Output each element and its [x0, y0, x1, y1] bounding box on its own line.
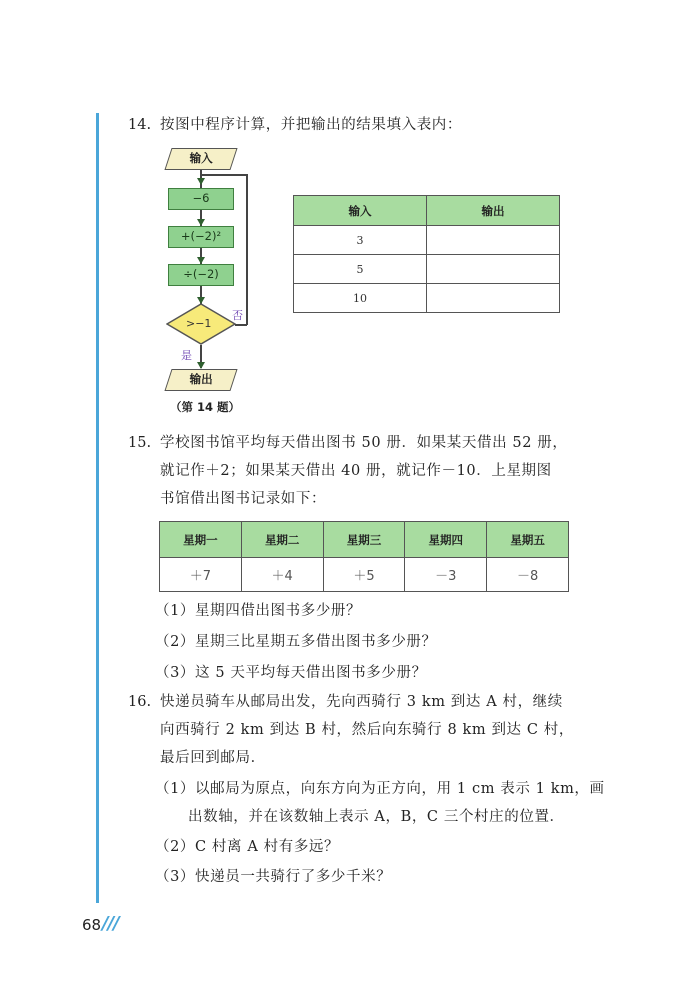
- q14-text: 按图中程序计算，并把输出的结果填入表内：: [160, 117, 462, 133]
- q15-line: 学校图书馆平均每天借出图书 50 册．如果某天借出 52 册，: [160, 435, 568, 451]
- q15-number: 15.: [128, 435, 152, 451]
- flow-output: 输出: [164, 369, 237, 391]
- q15-sub: （1）星期四借出图书多少册？: [155, 603, 362, 619]
- q16-line: 最后回到邮局．: [160, 750, 266, 766]
- flow-step-divide: ÷(−2): [168, 264, 234, 286]
- table-row: [294, 226, 560, 255]
- q16-sub: （2）C 村离 A 村有多远？: [155, 839, 340, 855]
- page-number: 68: [82, 916, 102, 934]
- table-cell: 10: [294, 284, 427, 313]
- q15-sub: （3）这 5 天平均每天借出图书多少册？: [155, 665, 427, 681]
- table-header: 星期四: [405, 522, 487, 558]
- q16-sub: （1）以邮局为原点，向东方向为正方向，用 1 cm 表示 1 km，画: [155, 781, 605, 797]
- arrow-down-icon: [197, 362, 205, 369]
- table-header: 输出: [427, 196, 560, 226]
- table-header: 星期二: [241, 522, 323, 558]
- flow-step-add-square: +(−2)²: [168, 226, 234, 248]
- loop-line: [200, 174, 247, 176]
- table-cell: －3: [405, 558, 487, 592]
- table-row: [294, 284, 560, 313]
- table-row: [160, 558, 569, 592]
- table-cell: －8: [487, 558, 569, 592]
- table-header: 星期五: [487, 522, 569, 558]
- table-row: [294, 255, 560, 284]
- figure-caption: （第 14 题）: [170, 400, 241, 414]
- table-header: 输入: [294, 196, 427, 226]
- q16-number: 16.: [128, 694, 152, 710]
- answer-cell: [427, 284, 560, 313]
- flow-input: 输入: [164, 148, 237, 170]
- table-header: 星期三: [323, 522, 405, 558]
- table-cell: ＋7: [160, 558, 242, 592]
- q16-sub: （3）快递员一共骑行了多少千米？: [155, 869, 392, 885]
- q15-line: 就记作＋2；如果某天借出 40 册，就记作－10．上星期图: [160, 463, 552, 479]
- q14-number: 14.: [128, 117, 152, 133]
- answer-cell: [427, 255, 560, 284]
- table-cell: ＋5: [323, 558, 405, 592]
- q16-sub: 出数轴，并在该数轴上表示 A，B，C 三个村庄的位置．: [188, 809, 565, 825]
- arrow-down-icon: [197, 219, 205, 226]
- q16-line: 快递员骑车从邮局出发，先向西骑行 3 km 到达 A 村，继续: [160, 694, 563, 710]
- q15-line: 书馆借出图书记录如下：: [160, 491, 327, 507]
- table-cell: ＋4: [241, 558, 323, 592]
- table-header: 星期一: [160, 522, 242, 558]
- label-yes: 是: [181, 349, 192, 362]
- arrow-down-icon: [197, 178, 205, 185]
- loop-line: [246, 174, 248, 325]
- q15-table: [159, 521, 569, 592]
- decision-condition: >−1: [186, 317, 212, 330]
- q15-sub: （2）星期三比星期五多借出图书多少册？: [155, 634, 437, 650]
- label-no: 否: [232, 309, 243, 322]
- q16-line: 向西骑行 2 km 到达 B 村，然后向东骑行 8 km 到达 C 村，: [160, 722, 574, 738]
- arrow-down-icon: [197, 257, 205, 264]
- answer-cell: [427, 226, 560, 255]
- table-cell: 3: [294, 226, 427, 255]
- flow-step-subtract: −6: [168, 188, 234, 210]
- margin-bar: [96, 113, 99, 903]
- page-decoration: ///: [102, 913, 119, 934]
- table-cell: 5: [294, 255, 427, 284]
- q14-table: [293, 195, 560, 313]
